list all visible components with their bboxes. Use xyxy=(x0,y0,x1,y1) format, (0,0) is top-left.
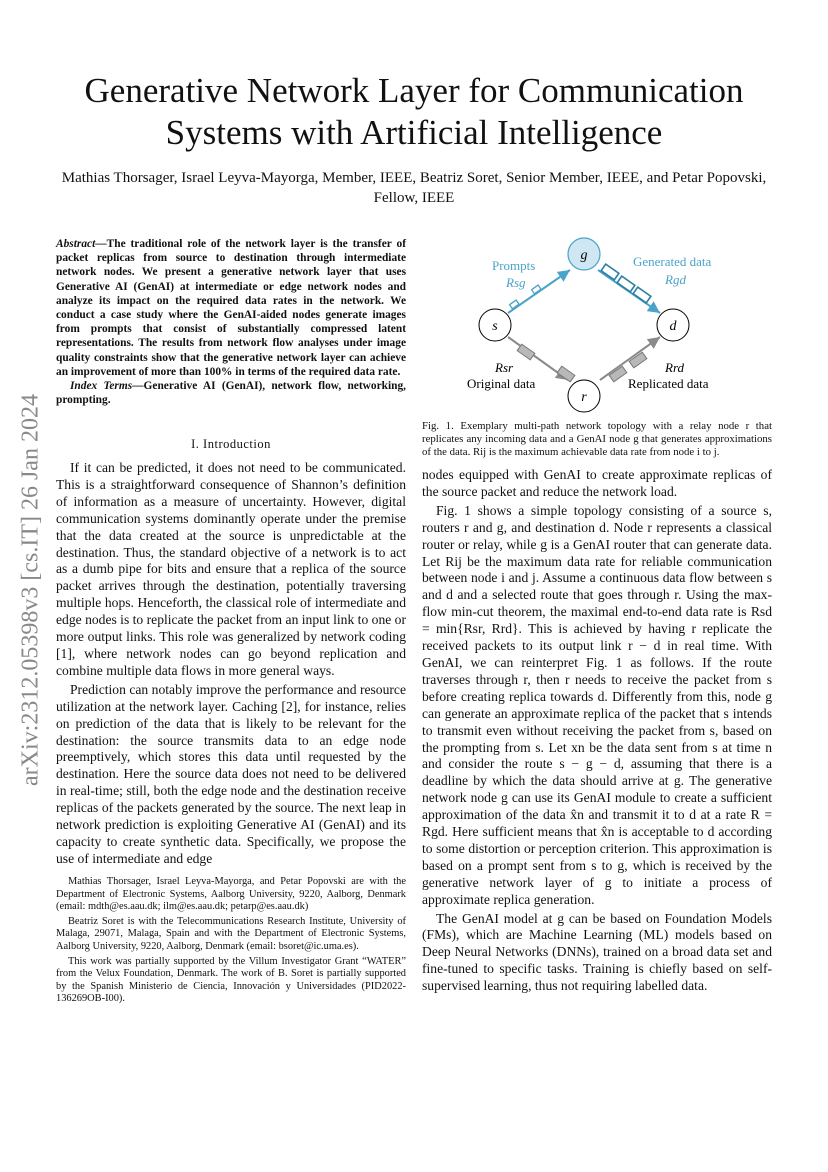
rsg-label: Rsg xyxy=(506,275,526,290)
index-terms-label: Index Terms xyxy=(70,380,133,393)
index-terms-text: —Generative AI (GenAI), network flow, networking, prompting. xyxy=(56,380,406,407)
arxiv-stamp xyxy=(18,350,44,830)
replicated-packet xyxy=(629,352,647,368)
figure-1 xyxy=(440,230,770,415)
replicated-packet xyxy=(609,366,627,382)
abstract xyxy=(56,237,406,407)
intro-paragraph-2: Prediction can notably improve the performance and resource utilization at the network layer. Caching [2], for instance, relies on prediction of the data that is likely to be relevant for the destination: the source transmits data to an edge node preemptively, which stores this data until requested by the destination. Here the source data does not need to be delivered in real-time; still, both the edge node and the destination receive replicas of the packets generated by the source. The next leap in network prediction is exploiting Generative AI (GenAI) and its capacity to create synthetic data. Specifically, we propose the use of intermediate and edge xyxy=(56,681,406,866)
node-d-label: d xyxy=(669,319,677,334)
arxiv-stamp-text: arXiv:2312.05398v3 [cs.IT] 26 Jan 2024 xyxy=(17,394,44,786)
right-paragraph-1: Fig. 1 shows a simple topology consisting of a source s, routers r and g, and destination d. Node r represents a classical router or relay, while g is a GenAI router that can generate data. Let Rij be the maximum data rate for reliable communication between node i and j. Assume a continuous data flow between s and d and a selected route that goes through r. Using the max-flow min-cut theorem, the maximal end-to-end data rate is Rsd = min{Rsr, Rrd}. This is achieved by having r replicate the received packets to its output link r − d in real time. With GenAI, we can reinterpret Fig. 1 as follows. If the route traverses through r, then r needs to receive the packet from s before creating replica towards d. Differently from this, node g can generate an approximate replica of the packet that s intends to transmit even without receiving the packet from s, based on the prompting from s. Let xn be the data sent from s at time n and consider the route s − g − d, assuming that there is a deadline by which the data should arrive at g. The generative network node g can use its GenAI module to create a sufficient approximation of the data x̂n and transmit it to d at a rate R = Rgd. Here sufficient means that x̂n is acceptable to d according to some distortion or perception criterion. This approximation is based on a prompt sent from s to g, which is received by the generative network layer of g to initiate a process of approximate replica generation. xyxy=(422,502,772,907)
right-column-body xyxy=(422,467,772,997)
author-list: Mathias Thorsager, Israel Leyva-Mayorga, Member, IEEE, Beatriz Soret, Senior Member, IEEE, and Petar Popovski, Fellow, IEEE xyxy=(61,170,767,206)
rgd-label: Rgd xyxy=(665,272,686,287)
edge-r-d xyxy=(600,337,660,380)
paper-title: Generative Network Layer for Communication Systems with Artificial Intelligence xyxy=(84,71,744,152)
rsr-label: Rsr xyxy=(495,360,514,375)
footnote-1: Mathias Thorsager, Israel Leyva-Mayorga, and Petar Popovski are with the Department of Electronic Systems, Aalborg University, 9220, Aalborg, Denmark (email: mdth@es.aau.dk; ilm@es.aau.dk; petarp@es.aau.dk) xyxy=(56,876,406,913)
intro-paragraph-1: If it can be predicted, it does not need to be communicated. This is a straightforward consequence of Shannon’s definition of information as a measure of uncertainty. However, digital communication systems dominantly operate under the premise that the data created at the source is unpredictable at the destination. Thus, the standard objective of a network is to act as a dumb pipe for bits and ensure that a replica of the source packet arrives through the destination, potentially traversing multiple hops. Henceforth, the classical role of intermediate and edge nodes is to replicate the packet from an input link to one or more output links. This role was generalized by network coding [1], where network nodes can go beyond replication and combine multiple data flows in more general ways. xyxy=(56,460,406,678)
replicated-data-label: Replicated data xyxy=(628,376,709,391)
node-g-label: g xyxy=(580,248,588,263)
original-packet xyxy=(517,344,535,360)
right-paragraph-0: nodes equipped with GenAI to create approximate replicas of the source packet and reduce the network load. xyxy=(422,467,772,499)
rrd-label: Rrd xyxy=(665,360,685,375)
generated-packet xyxy=(617,276,635,292)
abstract-text: —The traditional role of the network layer is the transfer of packet replicas from source to destination through intermediate network nodes. We present a generative network layer that uses Generative AI (GenAI) at intermediate or edge network nodes and analyze its impact on the required data rates in the network. We conduct a case study where the GenAI-aided nodes generate images from prompts that consist of substantially compressed latent representations. The results from network flow analyses under image quality constraints show that the generative network layer can achieve an improvement of more than 100% in terms of the required data rate. xyxy=(56,238,406,378)
generated-packet xyxy=(633,287,651,303)
footnotes xyxy=(56,876,406,1008)
footnote-3: This work was partially supported by the Villum Investigator Grant “WATER” from the Velux Foundation, Denmark. The work of B. Soret is partially supported by the Spanish Ministerio de Ciencia, Innovación y Universidades (PID2022-136269OB-I00). xyxy=(56,955,406,1005)
original-data-label: Original data xyxy=(467,376,536,391)
generated-packet xyxy=(601,264,619,280)
network-diagram xyxy=(440,230,770,415)
prompt-packet xyxy=(532,285,541,294)
prompts-label: Prompts xyxy=(492,258,536,273)
figure-caption: Fig. 1. Exemplary multi-path network topology with a relay node r that replicates any incoming data and a GenAI node g that generates approximations of the data. Rij is the maximum achievable data rate from node i to j. xyxy=(422,420,772,458)
footnote-2: Beatriz Soret is with the Telecommunications Research Institute, University of Malaga, 29071, Malaga, Spain and with the Department of Electronic Systems, Aalborg University, 9220, Aalborg, Denmark (email: bsoret@ic.uma.es). xyxy=(56,915,406,952)
right-paragraph-2: The GenAI model at g can be based on Foundation Models (FMs), which are Machine Learning (ML) models based on Deep Neural Networks (DNNs), trained on a broad data set and fine-tuned to specific tasks. Training is chiefly based on self-supervised learning, thus not requiring labelled data. xyxy=(422,910,772,994)
generated-data-label: Generated data xyxy=(633,254,712,269)
section-heading: I. Introduction xyxy=(191,437,271,451)
intro-body xyxy=(56,460,406,870)
node-s-label: s xyxy=(492,319,498,334)
abstract-label: Abstract xyxy=(56,238,96,250)
node-r-label: r xyxy=(581,390,587,405)
